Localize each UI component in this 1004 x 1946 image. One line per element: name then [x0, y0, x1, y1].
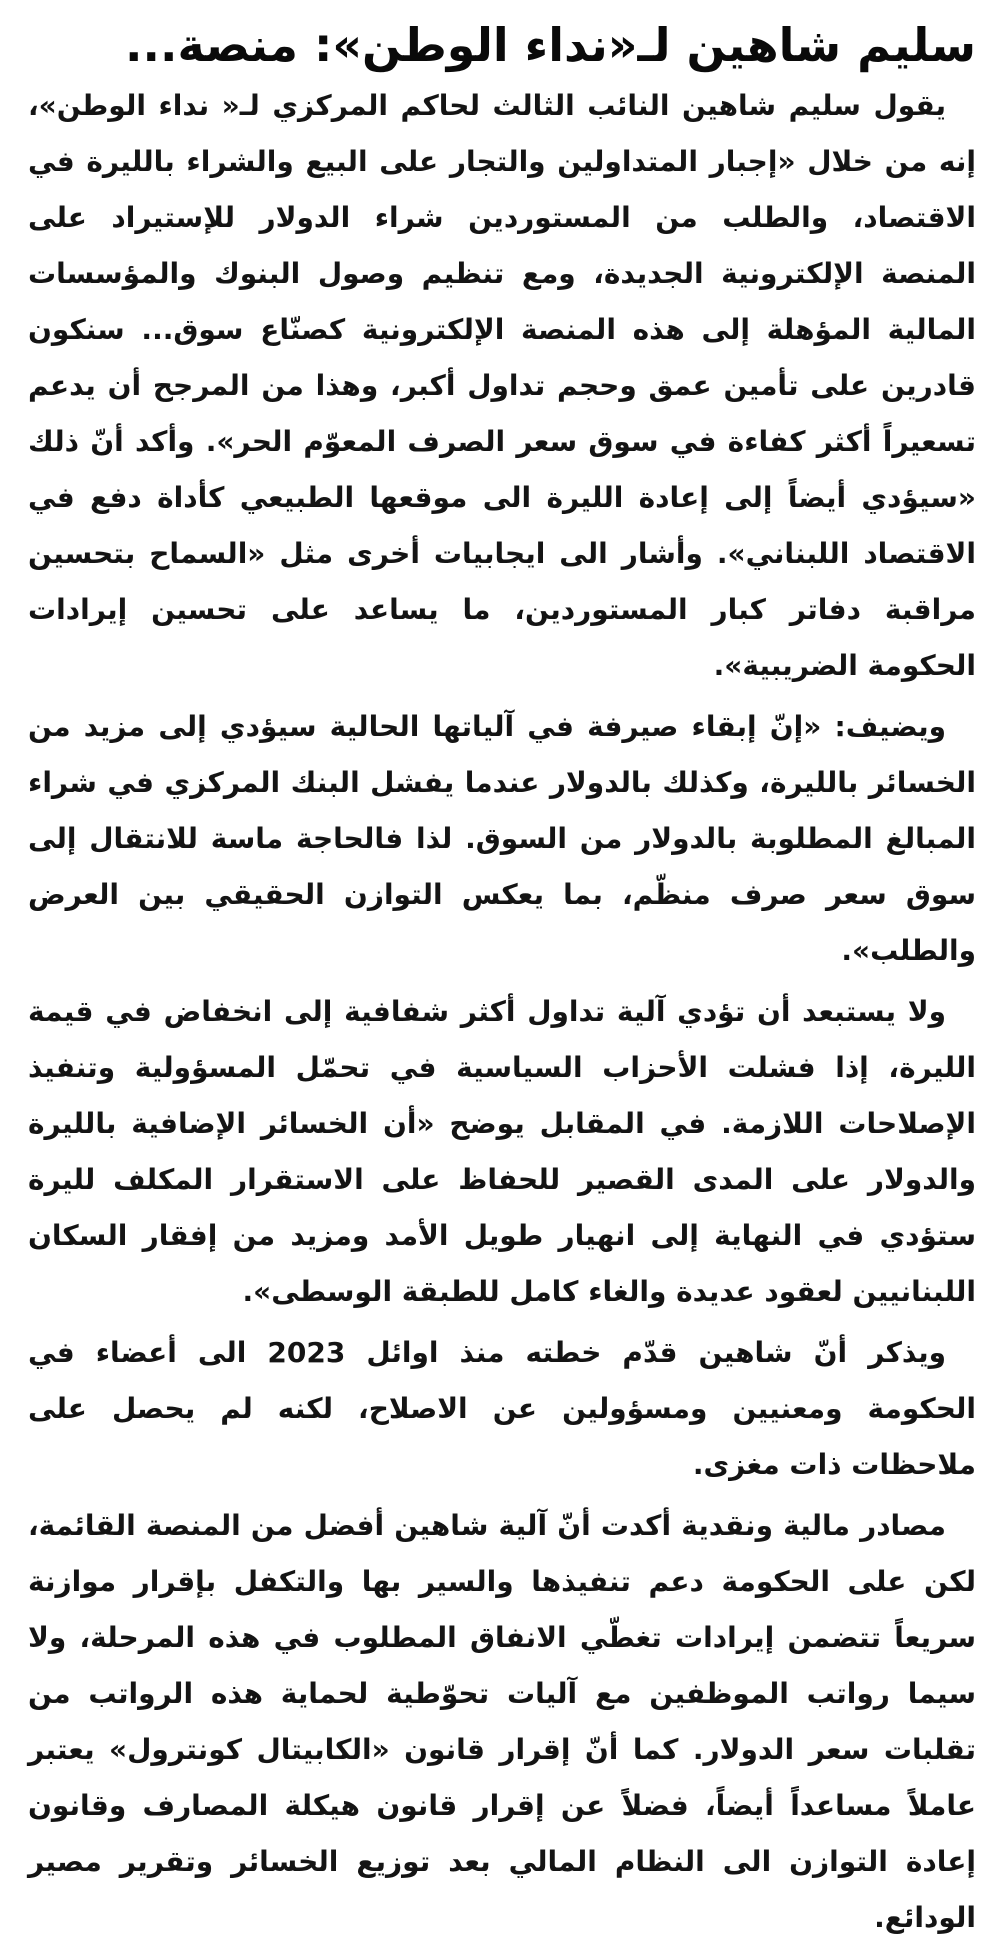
article-paragraph-4: ويذكر أنّ شاهين قدّم خطته منذ اوائل 2023 الى أعضاء في الحكومة ومعنيين ومسؤولين عن الاصلاح، لكنه لم يحصل على ملاحظات ذات مغزى. [28, 1336, 976, 1482]
article-paragraph-1: يقول سليم شاهين النائب الثالث لحاكم المركزي لـ« نداء الوطن»، إنه من خلال «إجبار المتداولين والتجار على البيع والشراء بالليرة في الاقتصاد، والطلب من المستوردين شراء الدولار للإستيراد على المنصة الإلكترونية الجديدة، ومع تنظيم وصول البنوك والمؤسسات المالية المؤهلة إلى هذه المنصة الإلكترونية كصنّاع سوق... سنكون قادرين على تأمين عمق وحجم تداول أكبر، وهذا من المرجح أن يدعم تسعيراً أكثر كفاءة في سوق سعر الصرف المعوّم الحر». وأكد أنّ ذلك «سيؤدي أيضاً إلى إعادة الليرة الى موقعها الطبيعي كأداة دفع في الاقتصاد اللبناني». وأشار الى ايجابيات أخرى مثل «السماح بتحسين مراقبة دفاتر كبار المستوردين، ما يساعد على تحسين إيرادات الحكومة الضريبية». [28, 89, 976, 683]
article-headline: سليم شاهين لـ«نداء الوطن»: منصة... [125, 18, 976, 72]
article-paragraph-3: ولا يستبعد أن تؤدي آلية تداول أكثر شفافية إلى انخفاض في قيمة الليرة، إذا فشلت الأحزاب السياسية في تحمّل المسؤولية وتنفيذ الإصلاحات اللازمة. في المقابل يوضح «أن الخسائر الإضافية بالليرة والدولار على المدى القصير للحفاظ على الاستقرار المكلف لليرة ستؤدي في النهاية إلى انهيار طويل الأمد ومزيد من إفقار السكان اللبنانيين لعقود عديدة والغاء كامل للطبقة الوسطى». [28, 995, 976, 1309]
article-paragraph-5: مصادر مالية ونقدية أكدت أنّ آلية شاهين أفضل من المنصة القائمة، لكن على الحكومة دعم تنفيذها والسير بها والتكفل بإقرار موازنة سريعاً تتضمن إيرادات تغطّي الانفاق المطلوب في هذه المرحلة، ولا سيما رواتب الموظفين مع آليات تحوّطية لحماية هذه الرواتب من تقلبات سعر الدولار. كما أنّ إقرار قانون «الكابيتال كونترول» يعتبر عاملاً مساعداً أيضاً، فضلاً عن إقرار قانون هيكلة المصارف وقانون إعادة التوازن الى النظام المالي بعد توزيع الخسائر وتقرير مصير الودائع. [28, 1509, 976, 1935]
article-paragraph-2: ويضيف: «إنّ إبقاء صيرفة في آلياتها الحالية سيؤدي إلى مزيد من الخسائر بالليرة، وكذلك بالدولار عندما يفشل البنك المركزي في شراء المبالغ المطلوبة بالدولار من السوق. لذا فالحاجة ماسة للانتقال إلى سوق سعر صرف منظّم، بما يعكس التوازن الحقيقي بين العرض والطلب». [28, 710, 976, 968]
article-body [28, 78, 976, 1946]
